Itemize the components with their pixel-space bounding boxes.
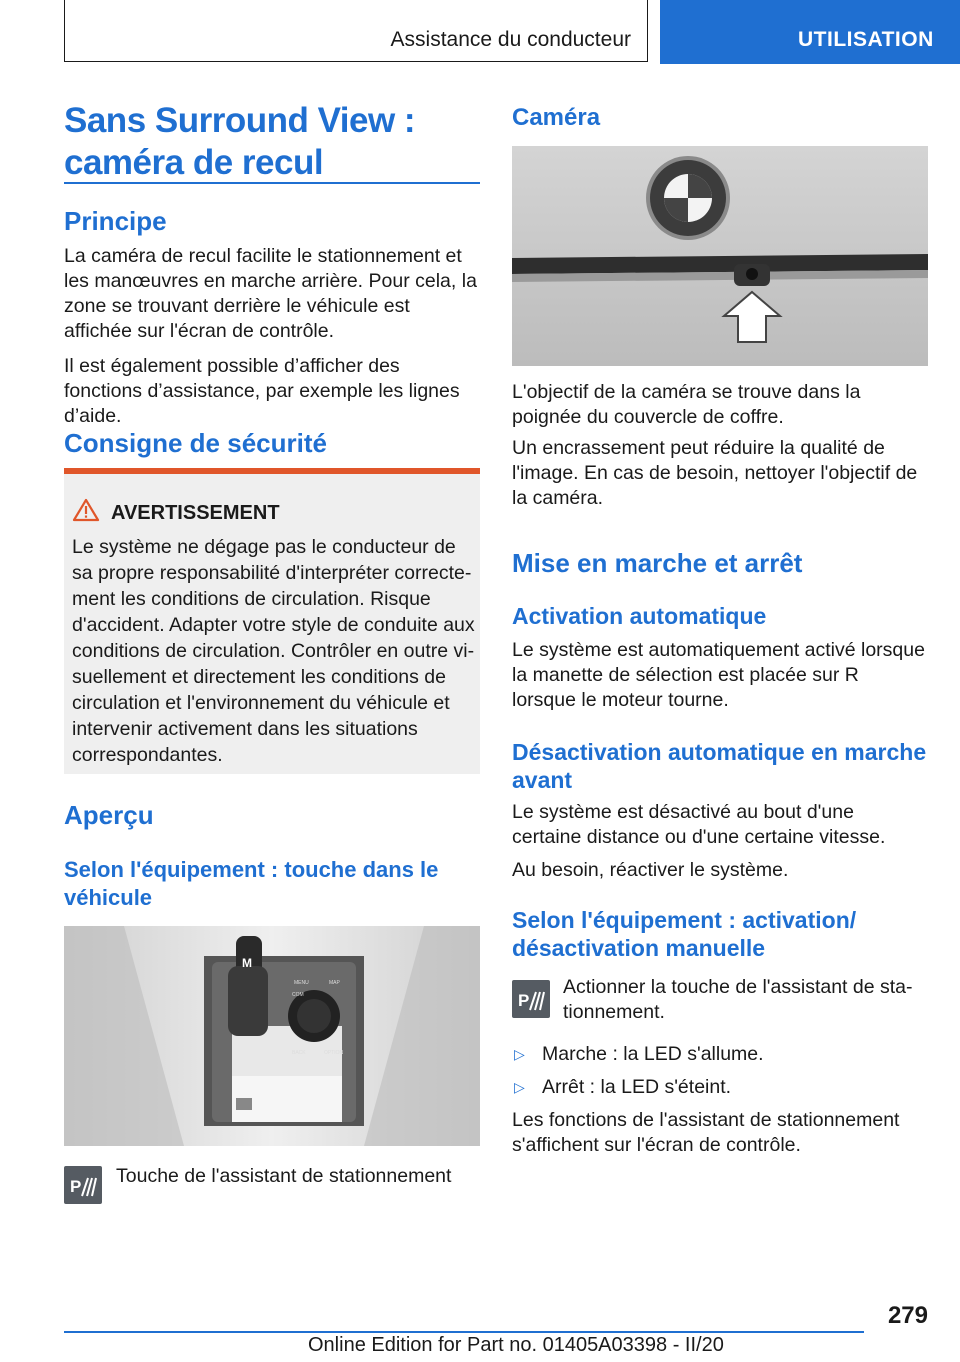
footer-rule: [64, 1331, 864, 1333]
console-map-label: MAP: [329, 980, 340, 986]
manual-heading: Selon l'équipement : activation/ désactivation manuelle: [512, 907, 857, 961]
header-chapter-tab: [660, 0, 960, 64]
header-section-title: Assistance du conducteur: [390, 28, 631, 51]
camera-heading: Caméra: [512, 104, 601, 131]
equipment-heading: Selon l'équipement : touche dans le véhicule: [64, 857, 439, 910]
principe-paragraph-1: La caméra de recul facilite le stationnement et les manœuvres en marche arrière. Pour cela, la zone se trouvant derrière le véhicule est affichée sur l'écran de contrôle.: [64, 245, 477, 342]
console-menu-label: MENU: [294, 980, 309, 986]
console-com-label: COM: [292, 992, 304, 998]
auto-activation-heading: Activation automatique: [512, 603, 767, 629]
console-option-label: OPTION: [324, 1050, 344, 1056]
header-section-box: [64, 0, 648, 62]
warning-text: Le système ne dégage pas le conducteur de sa propre responsabilité d'interpréter correctement les conditions de circulation. Risque d'accident. Adapter votre style de conduite aux conditions de circulation. Contrôler en outre visuellement et directement les conditions de circulation et l'environnement du véhicule et intervenir activement dans les situations correspondantes.: [72, 536, 475, 766]
svg-text:P: P: [70, 1177, 82, 1196]
warning-icon: [72, 498, 100, 527]
manual-paragraph: Actionner la touche de l'assistant de stationnement.: [563, 976, 913, 1023]
auto-deactivation-heading: Désactivation automatique en marche avant: [512, 739, 927, 793]
svg-text:P: P: [518, 991, 530, 1010]
auto-deactivation-paragraph-1: Le système est désactivé au bout d'une certaine distance ou d'une certaine vitesse.: [512, 801, 886, 848]
principe-paragraph-2: Il est également possible d’afficher des fonctions d’assistance, par exemple les lignes d’aide.: [64, 355, 460, 427]
final-paragraph: Les fonctions de l'assistant de stationnement s'affichent sur l'écran de contrôle.: [512, 1109, 900, 1156]
bullet-text-1: Marche : la LED s'allume.: [542, 1043, 764, 1065]
camera-location-image: [512, 146, 928, 366]
auto-deactivation-paragraph-2: Au besoin, réactiver le système.: [512, 859, 789, 881]
onoff-heading: Mise en marche et arrêt: [512, 548, 803, 578]
camera-paragraph-2: Un encrassement peut réduire la qualité de l'image. En cas de besoin, nettoyer l'objectif de la caméra.: [512, 437, 918, 509]
camera-paragraph-1: L'objectif de la caméra se trouve dans la poignée du couvercle de coffre.: [512, 381, 861, 428]
title-underline: [64, 182, 480, 184]
page-title: Sans Surround View : caméra de recul: [64, 101, 416, 182]
console-brand-label: M: [242, 956, 252, 970]
center-console-image: [64, 926, 480, 1146]
parking-assist-icon: [512, 980, 550, 1018]
apercu-heading: Aperçu: [64, 800, 154, 830]
console-caption: Touche de l'assistant de stationnement: [116, 1165, 452, 1187]
parking-assist-icon: [64, 1166, 102, 1204]
triangle-bullet-icon: ▷: [514, 1079, 525, 1095]
header-chapter-title: UTILISATION: [798, 28, 934, 51]
auto-activation-paragraph: Le système est automatiquement activé lorsque la manette de sélection est placée sur R lorsque le moteur tourne.: [512, 639, 925, 711]
footer-edition: Online Edition for Part no. 01405A03398 - II/20: [308, 1334, 724, 1356]
principe-heading: Principe: [64, 206, 167, 236]
bullet-text-2: Arrêt : la LED s'éteint.: [542, 1076, 732, 1098]
warning-title: AVERTISSEMENT: [111, 502, 280, 524]
triangle-bullet-icon: ▷: [514, 1046, 525, 1062]
page-number: 279: [887, 1302, 928, 1329]
console-back-label: BACK: [292, 1050, 306, 1056]
warning-box: [64, 468, 480, 774]
safety-heading: Consigne de sécurité: [64, 428, 327, 458]
